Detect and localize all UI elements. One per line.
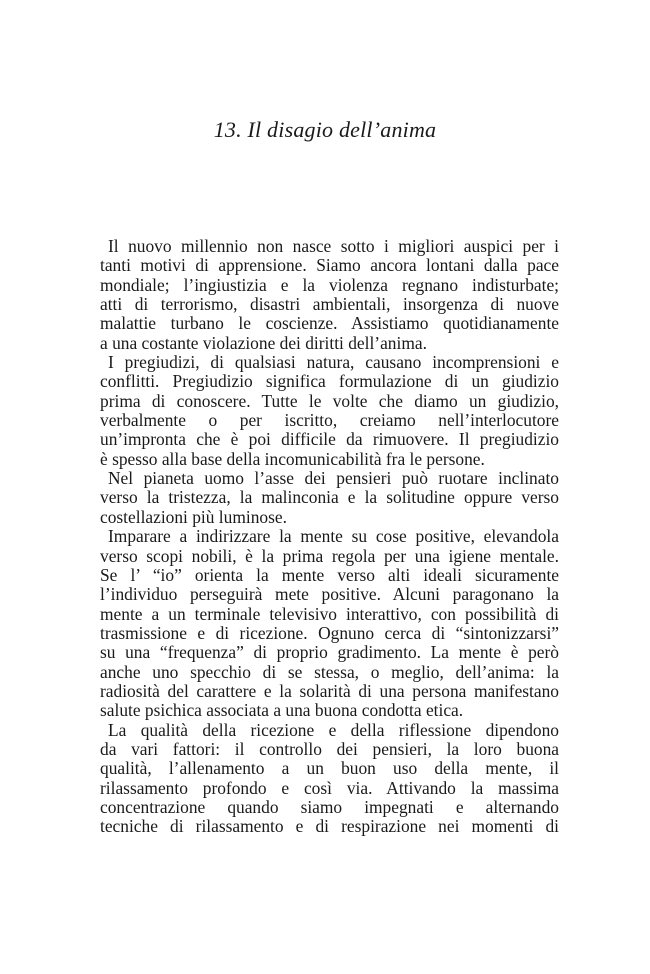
text-line: trasmissione e di ricezione. Ognuno cerca di “sintonizzarsi” xyxy=(100,622,559,643)
text-line: concentrazione quando siamo impegnati e alternando xyxy=(100,796,559,817)
text-line: Se l’ “io” orienta la mente verso alti ideali sicuramente xyxy=(100,564,559,585)
text-line: conflitti. Pregiudizio significa formulazione di un giudizio xyxy=(100,371,559,392)
text-line: La qualità della ricezione e della riflessione dipendono xyxy=(108,719,559,740)
text-line: l’individuo perseguirà mete positive. Alcuni paragonano la xyxy=(100,584,559,605)
text-line: mente a un terminale televisivo interattivo, con possibilità di xyxy=(100,603,559,624)
text-line: Imparare a indirizzare la mente su cose positive, elevandola xyxy=(108,526,559,547)
text-line: rilassamento profondo e così via. Attivando la massima xyxy=(100,777,559,798)
paragraph xyxy=(92,721,559,837)
text-line: tecniche di rilassamento e di respirazione nei momenti di xyxy=(100,816,559,837)
paragraph xyxy=(92,237,559,353)
text-line: qualità, l’allenamento a un buon uso della mente, il xyxy=(100,758,559,779)
text-line: da vari fattori: il controllo dei pensieri, la loro buona xyxy=(100,738,559,759)
paragraph xyxy=(92,469,559,527)
text-line: su una “frequenza” di proprio gradimento. La mente è però xyxy=(100,642,559,663)
paragraph xyxy=(92,353,559,469)
text-line: prima di conoscere. Tutte le volte che diamo un giudizio, xyxy=(100,390,559,411)
text-line: tanti motivi di apprensione. Siamo ancora lontani dalla pace xyxy=(100,255,559,276)
paragraph xyxy=(92,527,559,720)
chapter-title: 13. Il disagio dell’anima xyxy=(213,117,437,142)
text-line: verbalmente o per iscritto, creiamo nell’interlocutore xyxy=(100,410,559,431)
text-line: a una costante violazione dei diritti dell’anima. xyxy=(100,332,427,353)
text-line: verso scopi nobili, è la prima regola per una igiene mentale. xyxy=(100,545,559,566)
text-line: costellazioni più luminose. xyxy=(100,506,287,527)
text-line: salute psichica associata a una buona condotta etica. xyxy=(100,700,464,721)
text-line: Nel pianeta uomo l’asse dei pensieri può ruotare inclinato xyxy=(108,468,559,489)
text-line: I pregiudizi, di qualsiasi natura, causano incomprensioni e xyxy=(108,352,559,373)
text-line: anche uno specchio di se stessa, o meglio, dell’anima: la xyxy=(100,661,559,682)
text-line: atti di terrorismo, disastri ambientali, insorgenza di nuove xyxy=(100,294,559,315)
text-line: radiosità del carattere e la solarità di una persona manifestano xyxy=(100,680,559,701)
text-line: è spesso alla base della incomunicabilità fra le persone. xyxy=(100,448,485,469)
text-line: mondiale; l’ingiustizia e la violenza regnano indisturbate; xyxy=(100,274,559,295)
text-line: verso la tristezza, la malinconia e la solitudine oppure verso xyxy=(100,487,559,508)
text-line: malattie turbano le coscienze. Assistiamo quotidianamente xyxy=(100,313,559,334)
text-line: Il nuovo millennio non nasce sotto i migliori auspici per i xyxy=(108,236,559,256)
text-line: un’impronta che è poi difficile da rimuovere. Il pregiudizio xyxy=(100,429,559,450)
body-text xyxy=(92,237,559,837)
